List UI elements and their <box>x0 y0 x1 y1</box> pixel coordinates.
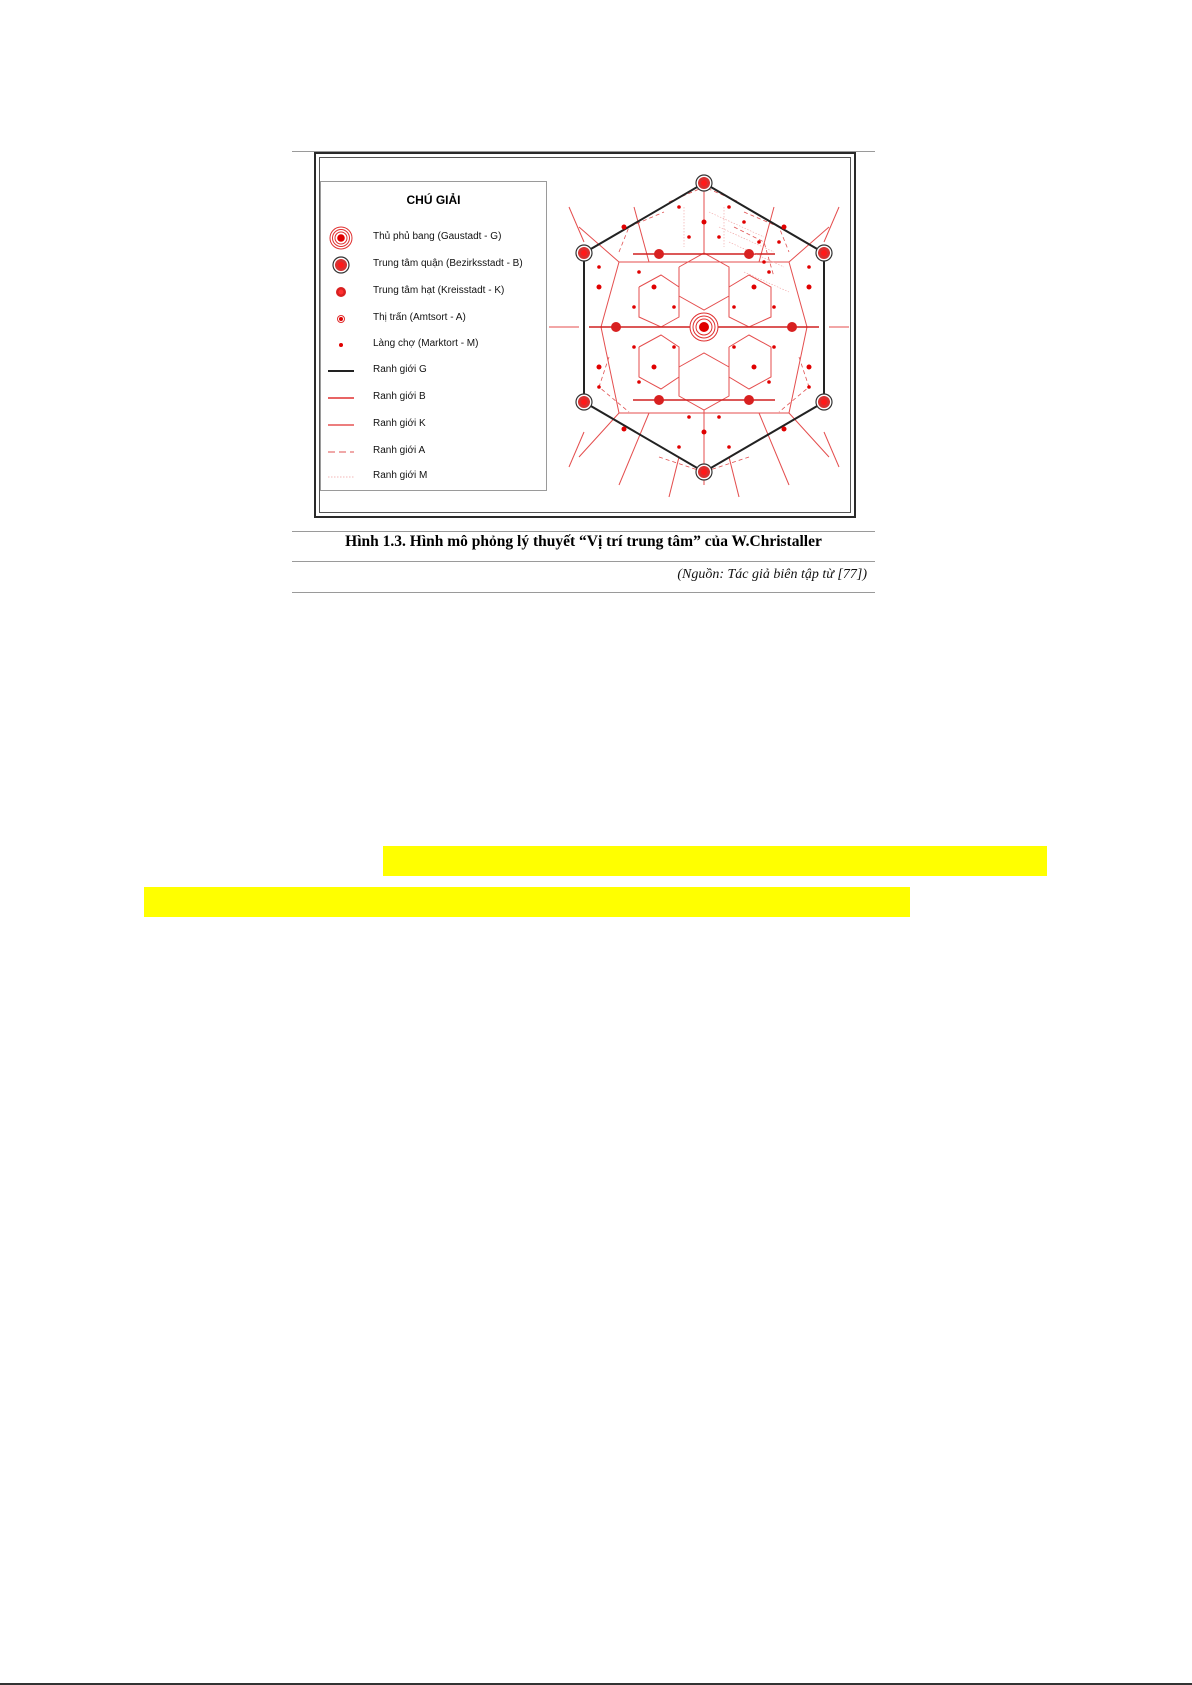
caption-bottom-rule <box>292 561 875 562</box>
g-boundary-line-icon <box>324 359 358 383</box>
figure-source: (Nguồn: Tác giả biên tập từ [77]) <box>677 567 867 582</box>
k-center-symbol-icon <box>324 280 358 304</box>
legend-label-m-boundary: Ranh giới M <box>373 470 428 481</box>
highlighted-text-line-2 <box>144 887 910 917</box>
legend-item-g-boundary <box>321 359 546 383</box>
central-place-map <box>549 167 849 502</box>
b-boundary-line-icon <box>324 386 358 410</box>
b-center-symbol-icon <box>324 253 358 277</box>
legend-label-a-boundary: Ranh giới A <box>373 445 426 456</box>
legend-item-b-center <box>321 253 546 277</box>
legend-label-k-center: Trung tâm hạt (Kreisstadt - K) <box>373 285 505 296</box>
figure-caption: Hình 1.3. Hình mô phỏng lý thuyết “Vị trí trung tâm” của W.Christaller <box>345 533 822 550</box>
m-boundary-network <box>684 207 789 292</box>
legend-item-m-boundary <box>321 465 546 489</box>
legend-item-g-center <box>321 226 546 250</box>
g-center-symbol-icon <box>324 226 358 250</box>
g-center-marker <box>690 313 718 341</box>
legend-label-k-boundary: Ranh giới K <box>373 418 426 429</box>
legend-title: CHÚ GIẢI <box>406 193 461 207</box>
legend-label-b-center: Trung tâm quận (Bezirksstadt - B) <box>373 258 523 269</box>
k-boundary-line-icon <box>324 413 358 437</box>
legend-label-m-center: Làng chợ (Marktort - M) <box>373 338 479 349</box>
caption-top-rule <box>292 531 875 532</box>
m-center-symbol-icon <box>324 333 358 357</box>
legend-item-a-boundary <box>321 440 546 464</box>
source-bottom-rule <box>292 592 875 593</box>
a-boundary-line-icon <box>324 440 358 464</box>
highlighted-text-line-1 <box>383 846 1047 876</box>
legend-label-g-center: Thủ phủ bang (Gaustadt - G) <box>373 231 502 242</box>
figure-box <box>314 152 856 518</box>
k-boundary-network <box>549 187 849 497</box>
legend-label-g-boundary: Ranh giới G <box>373 364 427 375</box>
m-boundary-line-icon <box>324 465 358 489</box>
legend-label-b-boundary: Ranh giới B <box>373 391 426 402</box>
legend-item-k-boundary <box>321 413 546 437</box>
legend-item-a-center <box>321 307 546 331</box>
legend-box <box>320 181 547 491</box>
legend-item-m-center <box>321 333 546 357</box>
a-center-symbol-icon <box>324 307 358 331</box>
legend-label-a-center: Thị trấn (Amtsort - A) <box>373 312 466 323</box>
legend-item-k-center <box>321 280 546 304</box>
legend-item-b-boundary <box>321 386 546 410</box>
